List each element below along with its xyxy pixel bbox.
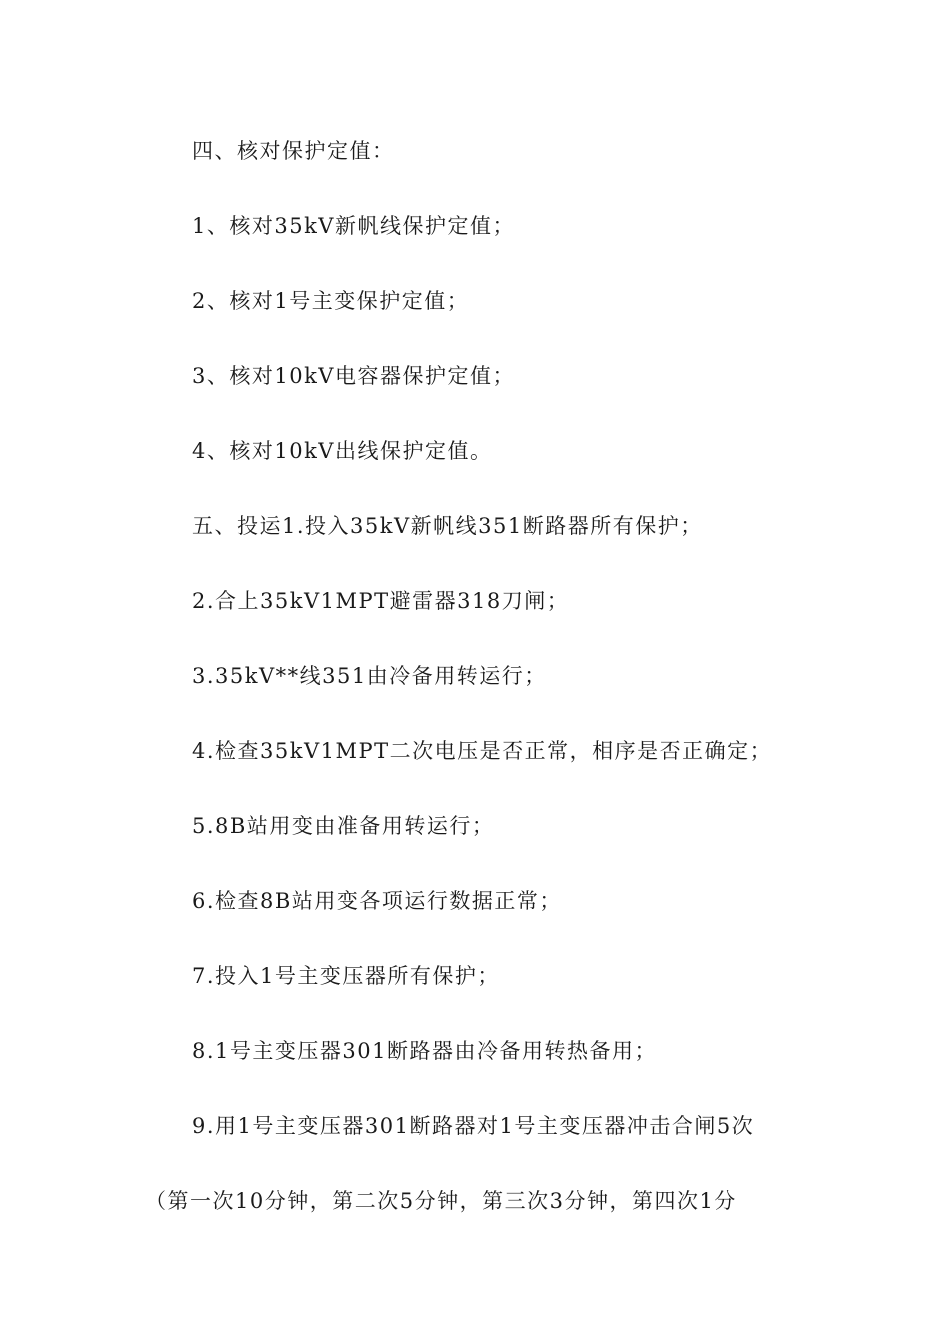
text-line: 9.用1号主变压器301断路器对1号主变压器冲击合闸5次	[192, 1114, 755, 1138]
text-line: 4.检查35kV1MPT二次电压是否正常，相序是否正确定；	[192, 739, 773, 763]
text-line: 5.8B站用变由准备用转运行；	[192, 814, 495, 838]
text-line: 2.合上35kV1MPT避雷器318刀闸；	[192, 589, 570, 613]
text-line: 8.1号主变压器301断路器由冷备用转热备用；	[192, 1039, 657, 1063]
text-line: 7.投入1号主变压器所有保护；	[192, 964, 500, 988]
section-heading-commissioning: 五、投运1.投入35kV新帆线351断路器所有保护；	[192, 514, 703, 538]
text-line: 1、核对35kV新帆线保护定值；	[192, 214, 515, 238]
section-heading-check-settings: 四、核对保护定值：	[192, 139, 395, 163]
text-line: 3.35kV**线351由冷备用转运行；	[192, 664, 547, 688]
text-line: 6.检查8B站用变各项运行数据正常；	[192, 889, 562, 913]
text-line: 4、核对10kV出线保护定值。	[192, 439, 493, 463]
text-line: 3、核对10kV电容器保护定值；	[192, 364, 515, 388]
text-line-continuation: （第一次10分钟，第二次5分钟，第三次3分钟，第四次1分	[145, 1189, 737, 1213]
text-line: 2、核对1号主变保护定值；	[192, 289, 470, 313]
